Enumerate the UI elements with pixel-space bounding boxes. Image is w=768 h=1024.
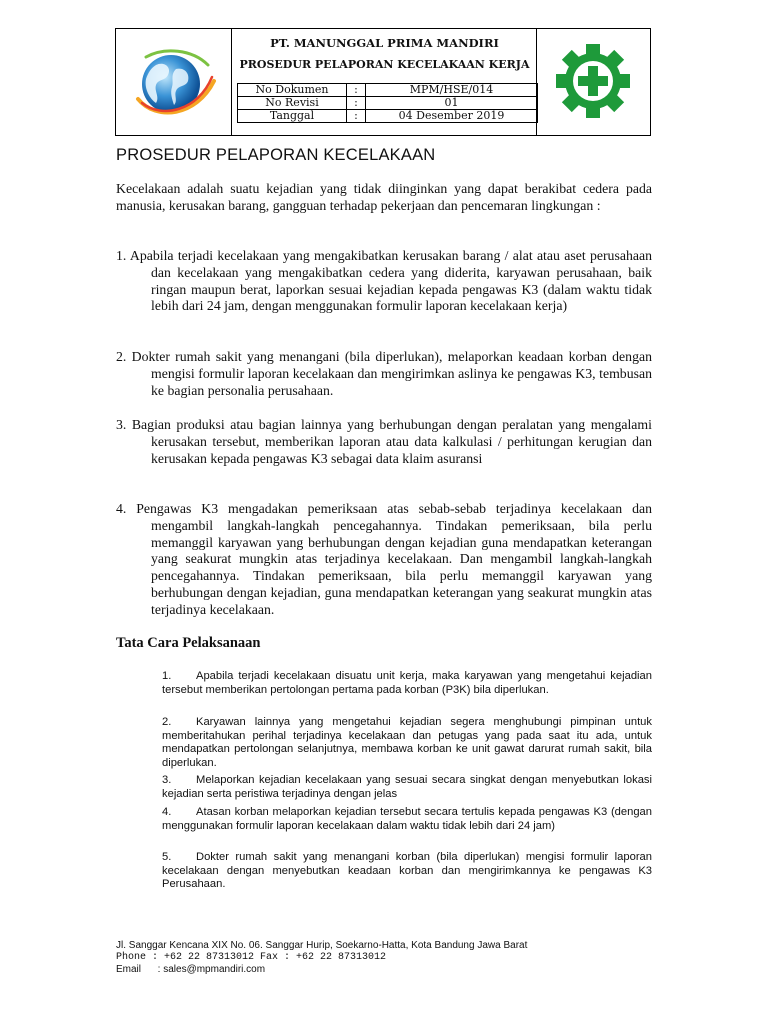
- list-item: 2. Dokter rumah sakit yang menangani (bila diperlukan), melaporkan keadaan korban dengan mengisi formulir laporan kecelakaan dan mengirimkan aslinya ke pengawas K3, tembusan ke bagian personalia perusahaan.: [116, 349, 652, 398]
- step-text: Apabila terjadi kecelakaan disuatu unit kerja, maka karyawan yang mengetahui kejadian tersebut memberikan pertolongan pertama pada korban (P3K) bila diperlukan.: [162, 670, 652, 696]
- footer-phone: Phone : +62 22 87313012 Fax : +62 22 87313012: [116, 952, 387, 963]
- list-item: 4. Pengawas K3 mengadakan pemeriksaan atas sebab-sebab terjadinya kecelakaan dan mengambil langkah-langkah pencegahannya. Tindakan pemeriksaan, bila perlu memanggil karyawan yang berhubungan dengan kejadian guna mendapatkan keterangan yang seakurat mungkin atas terjadinya kecelakaan. Dan mengambil langkah-langkah pencegahannya. Tindakan pemeriksaan, bila perlu memanggil karyawan yang berhubungan dengan kejadian, guna mendapatkan keterangan yang seakurat mungkin atas terjadinya kecelakaan.: [116, 501, 652, 617]
- step-number: 4.: [162, 806, 172, 818]
- step-text: Melaporkan kejadian kecelakaan yang sesuai secara singkat dengan menyebutkan lokasi kejadian serta peristiwa terjadinya dengan jelas: [162, 774, 652, 800]
- list-item: 3. Bagian produksi atau bagian lainnya yang berhubungan dengan peralatan yang mengalami kerusakan tersebut, memberikan laporan atau data kalkulasi / perhitungan kerugian dan kerusakan kepada pengawas K3 sebagai data klaim asuransi: [116, 417, 652, 466]
- procedure-step: [162, 670, 652, 697]
- procedure-step: [162, 851, 652, 892]
- procedure-title: PROSEDUR PELAPORAN KECELAKAAN KERJA: [239, 58, 530, 71]
- step-text: Dokter rumah sakit yang menangani korban (bila diperlukan) mengisi formulir laporan kecelakaan dengan menyebutkan keadaan korban dan mengirimkannya ke pengawas K3 Perusahaan.: [162, 851, 652, 890]
- doc-info-row: [238, 84, 538, 97]
- procedure-step: [162, 774, 652, 801]
- document-header: [115, 28, 651, 136]
- doc-info-value: 04 Desember 2019: [366, 110, 538, 123]
- step-number: 2.: [162, 716, 172, 728]
- page-footer: [116, 940, 527, 976]
- footer-email: Email : sales@mpmandiri.com: [116, 964, 266, 975]
- doc-info-separator: :: [347, 84, 366, 97]
- doc-info-row: [238, 97, 538, 110]
- footer-address: Jl. Sanggar Kencana XIX No. 06. Sanggar Hurip, Soekarno-Hatta, Kota Bandung Jawa Barat: [116, 940, 528, 951]
- step-text: Atasan korban melaporkan kejadian tersebut secara tertulis kepada pengawas K3 (dengan menggunakan formulir laporan kecelakaan dalam waktu tidak lebih dari 24 jam): [162, 806, 652, 832]
- doc-info-label: No Revisi: [238, 97, 347, 110]
- doc-info-row: [238, 110, 538, 123]
- globe-logo-icon: [116, 29, 231, 135]
- intro-paragraph: Kecelakaan adalah suatu kejadian yang tidak diinginkan yang dapat berakibat cedera pada manusia, kerusakan barang, gangguan terhadap pekerjaan dan pencemaran lingkungan :: [116, 181, 652, 213]
- doc-info-value: MPM/HSE/014: [366, 84, 538, 97]
- header-title-block: [232, 29, 537, 135]
- step-text: Karyawan lainnya yang mengetahui kejadian segera menghubungi pimpinan untuk memberitahukan perihal terjadinya kecelakaan dan petugas yang pada saat itu ada, untuk mendapatkan pertolongan selanjutnya, membawa korban ke unit gawat darurat rumah sakit, bila diperlukan.: [162, 716, 652, 769]
- step-number: 5.: [162, 851, 172, 863]
- section-heading: Tata Cara Pelaksanaan: [116, 635, 261, 651]
- list-item: 1. Apabila terjadi kecelakaan yang mengakibatkan kerusakan barang / alat atau aset perusahaan dan kecelakaan yang mengakibatkan cedera yang diderita, karyawan perusahaan, baik ringan maupun berat, laporkan sesuai kejadian kepada pengawas K3 (dalam waktu tidak lebih dari 24 jam, dengan menggunakan formulir laporan kecelakaan kerja): [116, 248, 652, 314]
- procedure-step: [162, 806, 652, 833]
- procedure-step: [162, 716, 652, 770]
- doc-info-label: Tanggal: [238, 110, 347, 123]
- company-name: PT. MANUNGGAL PRIMA MANDIRI: [270, 36, 499, 50]
- step-number: 3.: [162, 774, 172, 786]
- doc-info-label: No Dokumen: [238, 84, 347, 97]
- doc-info-value: 01: [366, 97, 538, 110]
- page-title: PROSEDUR PELAPORAN KECELAKAAN: [116, 146, 436, 164]
- safety-logo-cell: [536, 29, 650, 135]
- document-info-table: [237, 83, 538, 123]
- doc-info-separator: :: [347, 97, 366, 110]
- company-logo-cell: [116, 29, 232, 135]
- k3-gear-cross-icon: [537, 29, 650, 135]
- doc-info-separator: :: [347, 110, 366, 123]
- step-number: 1.: [162, 670, 172, 682]
